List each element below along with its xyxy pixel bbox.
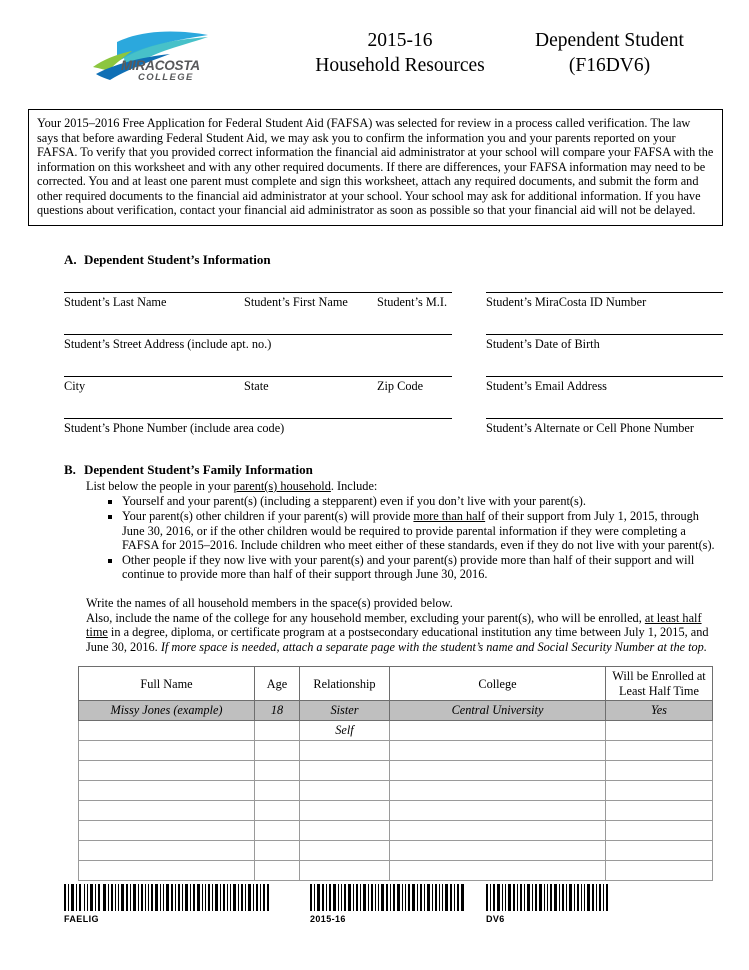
cell-half-time[interactable] — [606, 861, 713, 881]
cell-relationship[interactable] — [300, 761, 390, 781]
example-relationship: Sister — [300, 701, 390, 721]
email-label: Student’s Email Address — [486, 378, 607, 393]
list-item — [108, 553, 723, 582]
cell-full-name[interactable] — [79, 721, 255, 741]
verification-notice-box — [28, 109, 723, 226]
section-a-heading — [64, 252, 723, 268]
table-row[interactable] — [79, 861, 713, 881]
page-header — [0, 0, 749, 88]
form-type-label: Dependent Student — [535, 30, 684, 51]
cell-half-time[interactable] — [606, 721, 713, 741]
cell-relationship[interactable] — [300, 781, 390, 801]
example-half-time: Yes — [606, 701, 713, 721]
household-note-2-mid: in a degree, diploma, or certificate program at a postsecondary educational institution any time between July 1, 2015, and June 30, 2016. — [86, 625, 709, 654]
barcode-faelig-icon — [64, 884, 269, 911]
logo-container — [0, 22, 300, 84]
date-of-birth-label: Student’s Date of Birth — [486, 336, 600, 351]
barcode-faelig-label: FAELIG — [64, 914, 99, 924]
table-row[interactable] — [79, 781, 713, 801]
column-header-age: Age — [255, 667, 300, 701]
list-item — [108, 509, 723, 553]
cell-college[interactable] — [390, 721, 606, 741]
title-year: 2015-16 — [367, 30, 433, 51]
cell-age[interactable] — [255, 861, 300, 881]
bullet-2-post: of their support from July 1, 2015, through June 30, 2016, or if the other children would be required to provide parental information if they were completing a FAFSA for 2015–2016. Include children who meet either of these standards, even if they do not live with your parent(s). — [122, 509, 715, 553]
section-a-fields — [64, 292, 723, 436]
form-type-title — [500, 22, 749, 78]
middle-initial-label: Student’s M.I. — [377, 294, 448, 309]
example-age: 18 — [255, 701, 300, 721]
household-members-table — [78, 666, 713, 881]
first-name-label: Student’s First Name — [244, 294, 348, 309]
section-b-letter: B. — [64, 461, 76, 477]
cell-half-time[interactable] — [606, 781, 713, 801]
state-label: State — [244, 378, 269, 393]
cell-half-time[interactable] — [606, 821, 713, 841]
barcode-strip — [0, 884, 749, 944]
cell-half-time[interactable] — [606, 761, 713, 781]
household-note-2-italic: If more space is needed, attach a separate page with the student’s name and Social Security Number at the top. — [160, 639, 707, 654]
cell-relationship[interactable] — [300, 861, 390, 881]
cell-college[interactable] — [390, 841, 606, 861]
table-header-row — [79, 667, 713, 701]
id-number-label: Student’s MiraCosta ID Number — [486, 294, 647, 309]
barcode-dv6 — [486, 884, 608, 924]
city-state-zip-field-row — [64, 376, 723, 394]
barcode-year-label: 2015-16 — [310, 914, 346, 924]
cell-full-name[interactable] — [79, 801, 255, 821]
barcode-dv6-icon — [486, 884, 608, 911]
section-a-title: Dependent Student’s Information — [84, 251, 271, 267]
cell-relationship[interactable] — [300, 821, 390, 841]
cell-full-name[interactable] — [79, 761, 255, 781]
cell-age[interactable] — [255, 741, 300, 761]
household-intro-pre: List below the people in your — [86, 478, 234, 493]
cell-age[interactable] — [255, 721, 300, 741]
cell-age[interactable] — [255, 801, 300, 821]
cell-college[interactable] — [390, 781, 606, 801]
zip-code-label: Zip Code — [377, 378, 424, 393]
column-header-relationship: Relationship — [300, 667, 390, 701]
list-item — [108, 494, 723, 509]
svg-text:COLLEGE: COLLEGE — [138, 72, 194, 83]
cell-full-name[interactable] — [79, 821, 255, 841]
section-b-heading — [64, 462, 723, 478]
household-note-2-underlined: at least half time — [86, 610, 702, 640]
verification-notice-text: Your 2015–2016 Free Application for Federal Student Aid (FAFSA) was selected for review in a process called verification. The law says that before awarding Federal Student Aid, we may ask you to confirm the information you and your parents reported on your FAFSA. To verify that you provided correct information the financial aid administrator at your school will compare your FAFSA with the information on this worksheet and with any other required documents. If there are differences, your FAFSA information may need to be corrected. You and at least one parent must complete and sign this worksheet, attach any required documents, and submit the form and other required documents to the financial aid administrator at your school. Your school may ask for additional information. If you have questions about verification, contact your financial aid administrator as soon as possible so that your financial aid will not be delayed. — [37, 116, 714, 218]
document-title — [300, 22, 500, 78]
column-header-full-name: Full Name — [79, 667, 255, 701]
table-row[interactable] — [79, 801, 713, 821]
cell-full-name[interactable] — [79, 861, 255, 881]
form-code-label: (F16DV6) — [568, 55, 651, 76]
cell-college[interactable] — [390, 761, 606, 781]
cell-age[interactable] — [255, 821, 300, 841]
section-b-body — [86, 479, 723, 655]
cell-relationship[interactable] — [300, 841, 390, 861]
title-subject: Household Resources — [315, 55, 485, 76]
table-row[interactable] — [79, 741, 713, 761]
household-note-1-text: Write the names of all household members in the space(s) provided below. — [86, 595, 453, 610]
household-note-2-pre: Also, include the name of the college for any household member, excluding your parent(s), who will be enrolled, — [86, 610, 645, 625]
cell-relationship[interactable] — [300, 801, 390, 821]
table-row[interactable] — [79, 821, 713, 841]
column-header-half-time: Will be Enrolled at Least Half Time — [606, 667, 713, 701]
alt-phone-label: Student’s Alternate or Cell Phone Number — [486, 420, 694, 435]
household-intro-post: . Include: — [330, 478, 378, 493]
barcode-dv6-label: DV6 — [486, 914, 505, 924]
miracosta-college-logo — [84, 26, 216, 84]
cell-half-time[interactable] — [606, 841, 713, 861]
cell-college[interactable] — [390, 741, 606, 761]
bullet-3-text: Other people if they now live with your parent(s) and your parent(s) provide more than half of their support and will continue to provide more than half of their support through June 30, 2016. — [122, 552, 695, 582]
cell-full-name[interactable] — [79, 741, 255, 761]
cell-age[interactable] — [255, 781, 300, 801]
cell-college[interactable] — [390, 861, 606, 881]
table-row[interactable] — [79, 721, 713, 741]
cell-relationship[interactable] — [300, 741, 390, 761]
household-table-container — [78, 666, 723, 881]
household-note-1 — [86, 596, 723, 611]
cell-age[interactable] — [255, 841, 300, 861]
last-name-label: Student’s Last Name — [64, 294, 167, 309]
cell-half-time[interactable] — [606, 801, 713, 821]
street-address-label: Student’s Street Address (include apt. no.) — [64, 336, 272, 351]
column-header-college: College — [390, 667, 606, 701]
barcode-faelig — [64, 884, 269, 924]
cell-full-name[interactable] — [79, 781, 255, 801]
section-a-letter: A. — [64, 251, 77, 267]
household-intro-underlined: parent(s) household — [233, 478, 331, 493]
address-field-row — [64, 334, 723, 352]
cell-relationship[interactable]: Self — [300, 721, 390, 741]
barcode-year-icon — [310, 884, 465, 911]
table-row[interactable] — [79, 841, 713, 861]
city-label: City — [64, 378, 86, 393]
household-inclusion-list — [86, 494, 723, 582]
table-row-example — [79, 701, 713, 721]
household-note-2 — [86, 611, 723, 655]
bullet-2-underlined: more than half — [413, 509, 486, 524]
phone-field-row — [64, 418, 723, 436]
name-field-row — [64, 292, 723, 310]
barcode-year — [310, 884, 465, 924]
cell-half-time[interactable] — [606, 741, 713, 761]
example-college: Central University — [390, 701, 606, 721]
svg-text:MIRACOSTA: MIRACOSTA — [121, 58, 200, 73]
cell-college[interactable] — [390, 821, 606, 841]
cell-age[interactable] — [255, 761, 300, 781]
section-b-title: Dependent Student’s Family Information — [84, 461, 313, 477]
example-full-name: Missy Jones (example) — [79, 701, 255, 721]
cell-college[interactable] — [390, 801, 606, 821]
bullet-1-text: Yourself and your parent(s) (including a stepparent) even if you don’t live with your parent(s). — [122, 494, 586, 509]
phone-label: Student’s Phone Number (include area code) — [64, 420, 285, 435]
household-intro-line — [86, 479, 723, 494]
bullet-2-pre: Your parent(s) other children if your parent(s) will provide — [122, 509, 414, 524]
cell-full-name[interactable] — [79, 841, 255, 861]
table-row[interactable] — [79, 761, 713, 781]
